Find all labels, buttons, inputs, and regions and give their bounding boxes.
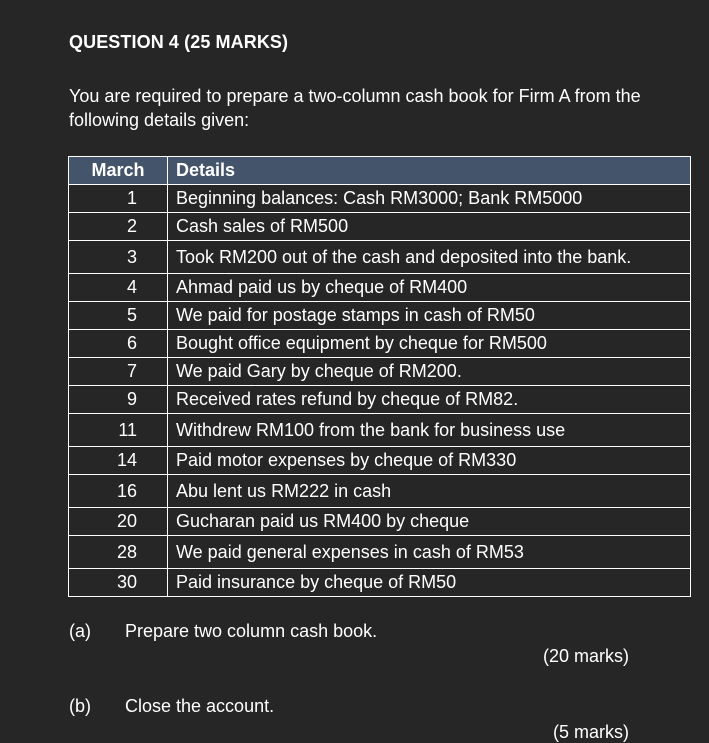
row-day: 1 xyxy=(69,185,168,213)
row-day: 14 xyxy=(69,447,168,475)
table-row xyxy=(69,302,691,330)
row-detail: Took RM200 out of the cash and deposited into the bank. xyxy=(168,241,691,274)
table-row xyxy=(69,508,691,536)
row-detail: We paid for postage stamps in cash of RM50 xyxy=(168,302,691,330)
table-row xyxy=(69,330,691,358)
row-detail: Cash sales of RM500 xyxy=(168,213,691,241)
row-detail: Ahmad paid us by cheque of RM400 xyxy=(168,274,691,302)
row-day: 30 xyxy=(69,569,168,597)
row-day: 11 xyxy=(69,414,168,447)
header-details: Details xyxy=(168,157,691,185)
row-detail: Beginning balances: Cash RM3000; Bank RM5000 xyxy=(168,185,691,213)
row-detail: We paid Gary by cheque of RM200. xyxy=(168,358,691,386)
row-day: 5 xyxy=(69,302,168,330)
table-row xyxy=(69,447,691,475)
row-day: 4 xyxy=(69,274,168,302)
header-march: March xyxy=(69,157,168,185)
row-detail: Bought office equipment by cheque for RM500 xyxy=(168,330,691,358)
table-row xyxy=(69,386,691,414)
question-intro: You are required to prepare a two-column cash book for Firm A from the following details given: xyxy=(69,86,641,130)
row-day: 3 xyxy=(69,241,168,274)
row-day: 16 xyxy=(69,475,168,508)
row-detail: Withdrew RM100 from the bank for business use xyxy=(168,414,691,447)
row-day: 28 xyxy=(69,536,168,569)
part-b-label: (b) xyxy=(69,696,91,716)
table-row xyxy=(69,358,691,386)
table-row xyxy=(69,536,691,569)
table-row xyxy=(69,241,691,274)
row-day: 7 xyxy=(69,358,168,386)
row-detail: Paid motor expenses by cheque of RM330 xyxy=(168,447,691,475)
part-a-text: Prepare two column cash book. xyxy=(125,621,378,641)
table-row xyxy=(69,475,691,508)
part-b-marks: (5 marks) xyxy=(553,722,629,742)
table-header-row xyxy=(69,157,691,185)
part-b-text: Close the account. xyxy=(125,696,275,716)
table-row xyxy=(69,274,691,302)
row-detail: Paid insurance by cheque of RM50 xyxy=(168,569,691,597)
table-row xyxy=(69,569,691,597)
row-day: 20 xyxy=(69,508,168,536)
table-row xyxy=(69,213,691,241)
transactions-table xyxy=(68,156,691,597)
row-day: 2 xyxy=(69,213,168,241)
table-row xyxy=(69,185,691,213)
table-row xyxy=(69,414,691,447)
row-detail: Abu lent us RM222 in cash xyxy=(168,475,691,508)
question-title: QUESTION 4 (25 MARKS) xyxy=(69,32,289,52)
row-detail: Received rates refund by cheque of RM82. xyxy=(168,386,691,414)
row-detail: We paid general expenses in cash of RM53 xyxy=(168,536,691,569)
part-a-marks: (20 marks) xyxy=(542,646,629,666)
row-day: 9 xyxy=(69,386,168,414)
row-day: 6 xyxy=(69,330,168,358)
part-a-label: (a) xyxy=(69,621,91,641)
row-detail: Gucharan paid us RM400 by cheque xyxy=(168,508,691,536)
